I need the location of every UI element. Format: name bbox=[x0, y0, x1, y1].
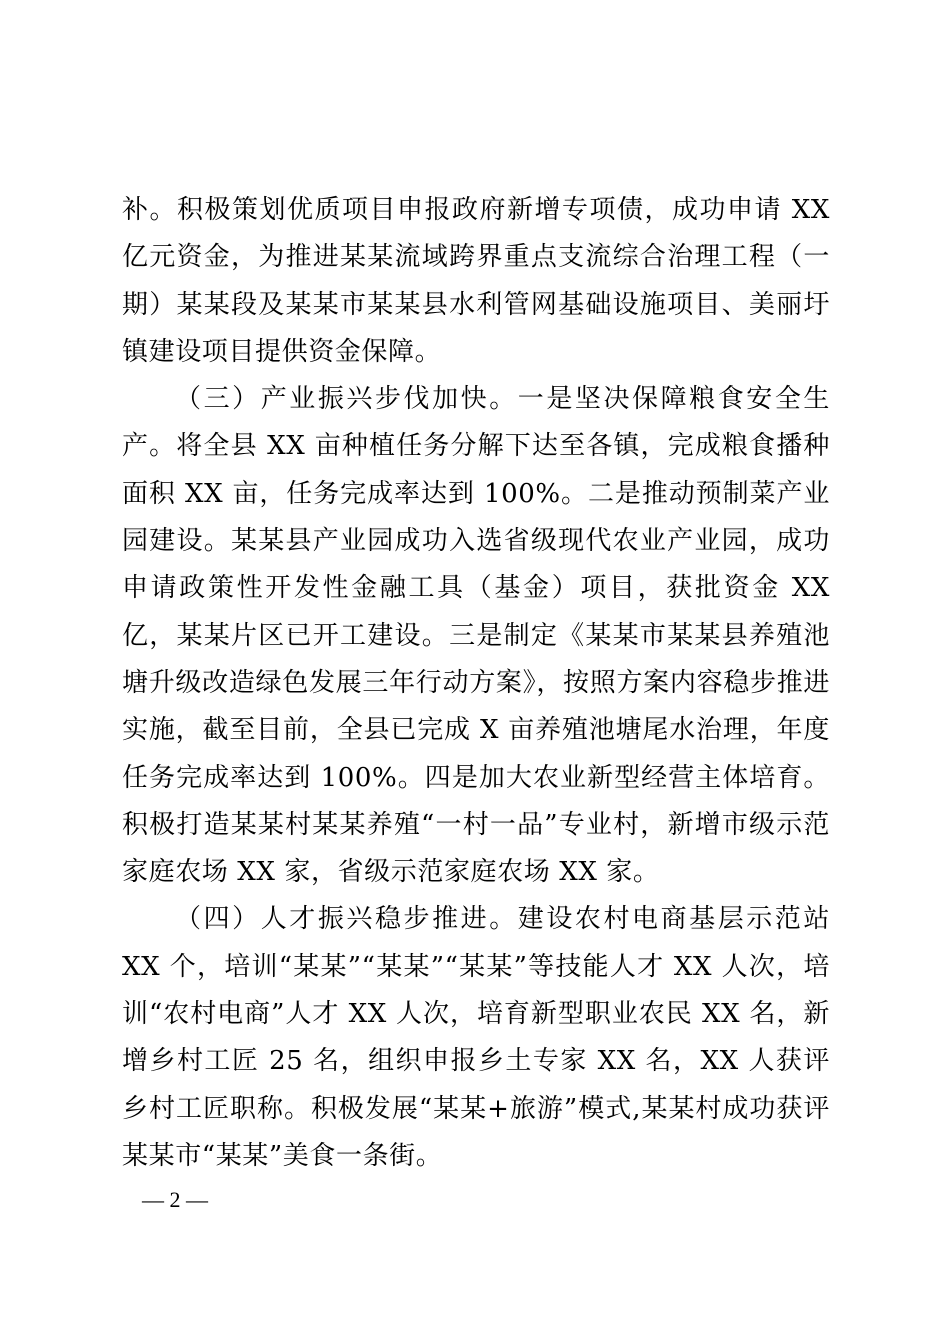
page-number: — 2 — bbox=[142, 1187, 208, 1212]
paragraph-funding-continuation: 补。积极策划优质项目申报政府新增专项债，成功申请 XX 亿元资金，为推进某某流域跨界重点支流综合治理工程（一期）某某段及某某市某某县水利管网基础设施项目、美丽圩镇建设项目提供资金保障。 bbox=[122, 195, 830, 367]
paragraph-talent-revitalization: （四）人才振兴稳步推进。建设农村电商基层示范站 XX 个，培训“某某”“某某”“某某”等技能人才 XX 人次，培训“农村电商”人才 XX 人次，培育新型职业农民 XX 名，新增乡村工匠 25 名，组织申报乡土专家 XX 名，XX 人获评乡村工匠职称。积极发展“某某+旅游”模式,某某村成功获评某某市“某某”美食一条街。 bbox=[122, 904, 830, 1171]
document-body bbox=[122, 187, 830, 1180]
paragraph-industry-revitalization: （三）产业振兴步伐加快。一是坚决保障粮食安全生产。将全县 XX 亩种植任务分解下达至各镇，完成粮食播种面积 XX 亩，任务完成率达到 100%。二是推动预制菜产业园建设。某某县产业园成功入选省级现代农业产业园，成功申请政策性开发性金融工具（基金）项目，获批资金 XX 亿，某某片区已开工建设。三是制定《某某市某某县养殖池塘升级改造绿色发展三年行动方案》，按照方案内容稳步推进实施，截至目前，全县已完成 X 亩养殖池塘尾水治理，年度任务完成率达到 100%。四是加大农业新型经营主体培育。积极打造某某村某某养殖“一村一品”专业村，新增市级示范家庭农场 XX 家，省级示范家庭农场 XX 家。 bbox=[122, 384, 830, 888]
